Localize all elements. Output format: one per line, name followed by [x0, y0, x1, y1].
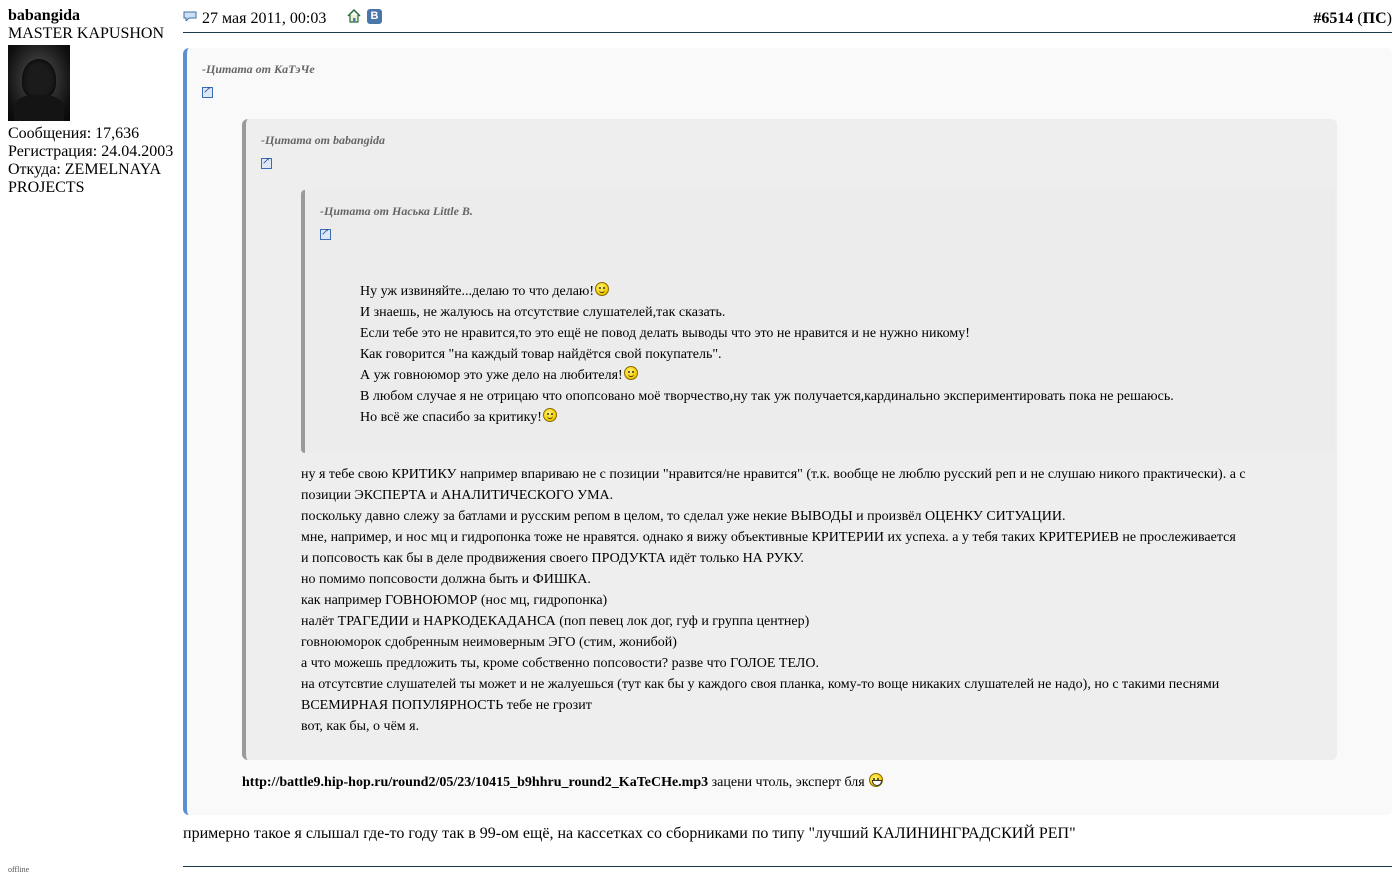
- user-post-count: Сообщения: 17,636: [8, 125, 140, 142]
- quote-katechhe: [183, 48, 1392, 815]
- quote-header: -Цитата от babangida: [261, 133, 386, 147]
- quote-body: [301, 464, 1301, 737]
- quote-line: и попсовость как бы в деле продвижения своего ПРОДУКТА идёт только НА РУКУ.: [301, 551, 804, 566]
- quote-line: мне, например, и нос мц и гидропонка тоже не нравятся. однако я вижу объективные КРИТЕРИИ их успеха. а у тебя таких КРИТЕРИЕВ не прослеживается: [301, 530, 1236, 545]
- quote-line: говноюморок сдобренным неимоверным ЭГО (стим, жонибой): [301, 635, 677, 650]
- quote-line: вот, как бы, о чём я.: [301, 719, 420, 734]
- quote-line: А уж говноюмор это уже дело на любителя!: [360, 365, 1320, 386]
- quote-footer: [242, 772, 883, 793]
- smile-icon: [543, 408, 557, 422]
- ps-link[interactable]: ПС: [1362, 10, 1387, 27]
- post-number: #6514 (ПС): [1313, 10, 1392, 27]
- quote-line: как например ГОВНОЮМОР (нос мц, гидропонка): [301, 593, 608, 608]
- user-info: [8, 7, 178, 197]
- quote-link-icon[interactable]: [261, 158, 272, 169]
- quote-body: [360, 281, 1320, 428]
- post-separator: [183, 866, 1392, 867]
- post-date: 27 мая 2011, 00:03: [202, 10, 327, 27]
- quote-header: -Цитата от Наська Little B.: [320, 204, 473, 218]
- quote-line: налёт ТРАГЕДИИ и НАРКОДЕКАДАНСА (поп певец лок дог, гуф и группа центнер): [301, 614, 810, 629]
- post-number-link[interactable]: #6514: [1313, 10, 1354, 27]
- quote-line: И знаешь, не жалуюсь на отсутствие слушателей,так сказать.: [360, 305, 726, 320]
- home-icon[interactable]: [347, 9, 361, 23]
- smile-icon: [624, 366, 638, 380]
- quote-line: ну я тебе свою КРИТИКУ например впариваю не с позиции "нравится/не нравится" (т.к. вообще не люблю русский реп и не слушаю никого практически). а с: [301, 467, 1246, 482]
- user-location: Откуда: ZEMELNAYA: [8, 161, 162, 178]
- quote-babangida: [242, 119, 1337, 760]
- grin-icon: [869, 773, 883, 787]
- username[interactable]: babangida: [8, 7, 81, 24]
- quote-line: В любом случае я не отрицаю что опопсовано моё творчество,ну так уж получается,кардинально экспериментировать пока не решаюсь.: [360, 389, 1174, 404]
- quote-line: но помимо попсовости должна быть и ФИШКА.: [301, 572, 591, 587]
- mp3-link[interactable]: http://battle9.hip-hop.ru/round2/05/23/10415_b9hhru_round2_KaTeCHe.mp3: [242, 775, 709, 790]
- quote-line: Ну уж извиняйте...делаю то что делаю!: [360, 281, 1320, 302]
- quote-line: а что можешь предложить ты, кроме собственно попсовости? разве что ГОЛОЕ ТЕЛО.: [301, 656, 819, 671]
- vk-icon[interactable]: В: [367, 9, 382, 24]
- quote-footer-text: зацени чтоль, эксперт бля: [708, 775, 865, 790]
- quote-header: -Цитата от КаТэЧе: [202, 62, 315, 76]
- user-title: MASTER KAPUSHON: [8, 25, 165, 42]
- post-body-text: примерно такое я слышал где-то году так в 99-ом ещё, на кассетках со сборниками по типу "лучший КАЛИНИНГРАДСКИЙ РЕП": [183, 825, 1076, 842]
- quote-naska: [301, 190, 1335, 453]
- quote-line: Как говорится "на каждый товар найдётся свой покупатель".: [360, 347, 722, 362]
- quote-line: позиции ЭКСПЕРТА и АНАЛИТИЧЕСКОГО УМА.: [301, 488, 614, 503]
- quote-link-icon[interactable]: [320, 229, 331, 240]
- quote-line: Если тебе это не нравится,то это ещё не повод делать выводы что это не нравится и не нужно никому!: [360, 326, 970, 341]
- message-icon: [183, 11, 197, 21]
- quote-line: Но всё же спасибо за критику!: [360, 407, 1320, 428]
- quote-line: ВСЕМИРНАЯ ПОПУЛЯРНОСТЬ тебе не грозит: [301, 698, 592, 713]
- quote-line: на отсутсвтие слушателей ты может и не жалуешься (тут как бы у каждого своя планка, кому-то воще никаких слушателей не надо), но с такими песнями: [301, 677, 1220, 692]
- user-location-cont: PROJECTS: [8, 179, 85, 196]
- smile-icon: [595, 282, 609, 296]
- quote-link-icon[interactable]: [202, 87, 213, 98]
- quote-line: поскольку давно слежу за батлами и русским репом в целом, то сделал уже некие ВЫВОДЫ и произвёл ОЦЕНКУ СИТУАЦИИ.: [301, 509, 1066, 524]
- post-header: [183, 8, 1392, 33]
- user-registration: Регистрация: 24.04.2003: [8, 143, 174, 160]
- offline-status: offline: [8, 865, 30, 874]
- avatar[interactable]: [8, 45, 70, 121]
